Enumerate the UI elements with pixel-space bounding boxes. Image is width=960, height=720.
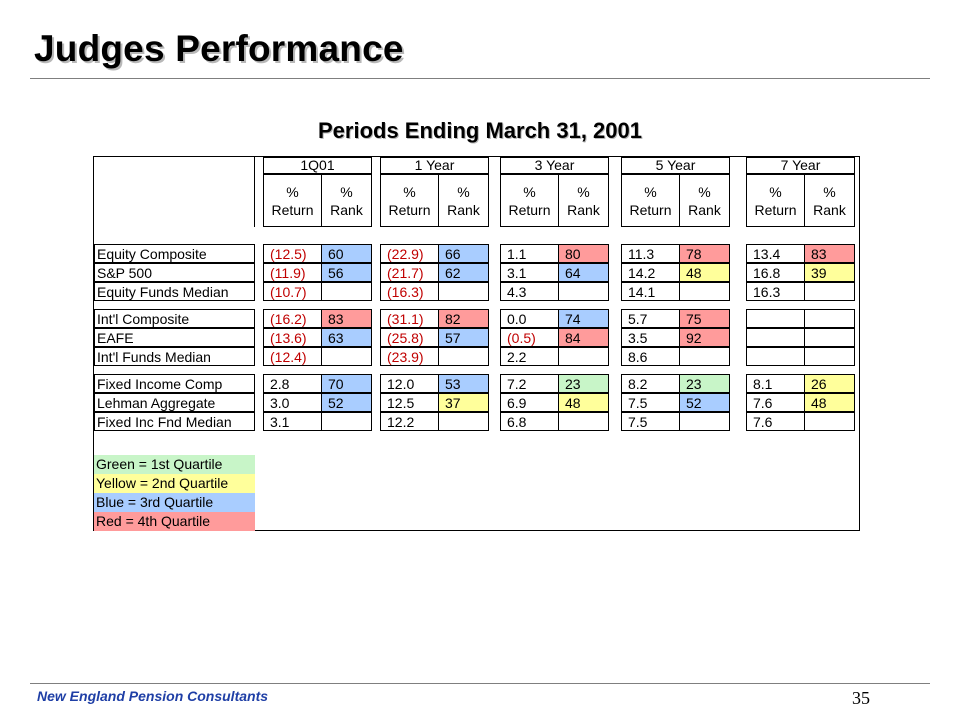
return-cell: 8.6 bbox=[621, 347, 680, 366]
rank-cell bbox=[804, 412, 855, 431]
row-label: Lehman Aggregate bbox=[94, 393, 255, 412]
row-label: Fixed Income Comp bbox=[94, 374, 255, 393]
rank-cell: 23 bbox=[679, 374, 730, 393]
rank-cell: 52 bbox=[321, 393, 372, 412]
rank-cell: 48 bbox=[804, 393, 855, 412]
rank-cell: 62 bbox=[438, 263, 489, 282]
return-cell: 3.5 bbox=[621, 328, 680, 347]
return-cell: (31.1) bbox=[380, 309, 439, 328]
return-cell: 7.5 bbox=[621, 412, 680, 431]
rank-cell: 66 bbox=[438, 244, 489, 263]
return-cell: 3.0 bbox=[263, 393, 322, 412]
rank-cell bbox=[321, 412, 372, 431]
return-cell: 1.1 bbox=[500, 244, 559, 263]
rank-cell: 23 bbox=[558, 374, 609, 393]
return-col-header: % Return bbox=[621, 174, 680, 227]
row-label: Fixed Inc Fnd Median bbox=[94, 412, 255, 431]
return-cell: (12.5) bbox=[263, 244, 322, 263]
rank-col-header: % Rank bbox=[679, 174, 730, 227]
title-divider bbox=[30, 78, 930, 79]
label-header-blank bbox=[93, 157, 255, 227]
return-cell: 11.3 bbox=[621, 244, 680, 263]
legend-item: Blue = 3rd Quartile bbox=[94, 493, 255, 512]
legend-item: Green = 1st Quartile bbox=[94, 455, 255, 474]
footer-divider bbox=[30, 683, 930, 684]
rank-cell: 92 bbox=[679, 328, 730, 347]
return-cell: 2.2 bbox=[500, 347, 559, 366]
rank-cell: 78 bbox=[679, 244, 730, 263]
return-cell: 3.1 bbox=[263, 412, 322, 431]
rank-cell: 39 bbox=[804, 263, 855, 282]
rank-cell: 82 bbox=[438, 309, 489, 328]
rank-cell bbox=[804, 347, 855, 366]
rank-cell bbox=[558, 347, 609, 366]
rank-cell bbox=[438, 412, 489, 431]
return-cell: 16.8 bbox=[746, 263, 805, 282]
rank-cell bbox=[558, 282, 609, 301]
rank-cell: 83 bbox=[804, 244, 855, 263]
return-cell: 14.1 bbox=[621, 282, 680, 301]
rank-cell bbox=[804, 282, 855, 301]
return-cell: (16.3) bbox=[380, 282, 439, 301]
return-cell: 12.0 bbox=[380, 374, 439, 393]
rank-cell: 48 bbox=[679, 263, 730, 282]
return-cell: 14.2 bbox=[621, 263, 680, 282]
return-cell: (10.7) bbox=[263, 282, 322, 301]
rank-cell bbox=[558, 412, 609, 431]
return-cell: 16.3 bbox=[746, 282, 805, 301]
return-cell: 6.9 bbox=[500, 393, 559, 412]
return-col-header: % Return bbox=[500, 174, 559, 227]
row-label: Equity Funds Median bbox=[94, 282, 255, 301]
rank-cell bbox=[679, 412, 730, 431]
return-cell: 4.3 bbox=[500, 282, 559, 301]
row-label: Int'l Composite bbox=[94, 309, 255, 328]
return-cell: (21.7) bbox=[380, 263, 439, 282]
rank-cell bbox=[679, 282, 730, 301]
period-header-0: 1Q01 bbox=[263, 157, 372, 174]
company-name: New England Pension Consultants bbox=[37, 688, 269, 704]
rank-cell: 52 bbox=[679, 393, 730, 412]
rank-cell: 80 bbox=[558, 244, 609, 263]
return-cell: 12.5 bbox=[380, 393, 439, 412]
rank-cell: 60 bbox=[321, 244, 372, 263]
return-cell: 2.8 bbox=[263, 374, 322, 393]
period-header-2: 3 Year bbox=[500, 157, 609, 174]
return-cell bbox=[746, 347, 805, 366]
period-header-3: 5 Year bbox=[621, 157, 730, 174]
period-header-1: 1 Year bbox=[380, 157, 489, 174]
return-cell: 7.5 bbox=[621, 393, 680, 412]
rank-cell bbox=[321, 282, 372, 301]
return-cell: 8.1 bbox=[746, 374, 805, 393]
rank-cell bbox=[804, 309, 855, 328]
return-col-header: % Return bbox=[263, 174, 322, 227]
legend-item: Yellow = 2nd Quartile bbox=[94, 474, 255, 493]
return-cell: 3.1 bbox=[500, 263, 559, 282]
rank-col-header: % Rank bbox=[804, 174, 855, 227]
return-cell: (0.5) bbox=[500, 328, 559, 347]
rank-col-header: % Rank bbox=[558, 174, 609, 227]
rank-cell: 53 bbox=[438, 374, 489, 393]
return-cell: 0.0 bbox=[500, 309, 559, 328]
rank-cell: 84 bbox=[558, 328, 609, 347]
return-cell: 7.6 bbox=[746, 412, 805, 431]
row-label: Int'l Funds Median bbox=[94, 347, 255, 366]
rank-cell: 56 bbox=[321, 263, 372, 282]
return-cell: (16.2) bbox=[263, 309, 322, 328]
rank-col-header: % Rank bbox=[438, 174, 489, 227]
return-cell: (23.9) bbox=[380, 347, 439, 366]
return-cell: (13.6) bbox=[263, 328, 322, 347]
rank-col-header: % Rank bbox=[321, 174, 372, 227]
return-cell bbox=[746, 309, 805, 328]
return-col-header: % Return bbox=[380, 174, 439, 227]
rank-cell: 57 bbox=[438, 328, 489, 347]
return-cell: (22.9) bbox=[380, 244, 439, 263]
return-cell bbox=[746, 328, 805, 347]
table-subtitle: Periods Ending March 31, 2001 bbox=[317, 118, 642, 143]
rank-cell bbox=[321, 347, 372, 366]
legend-item: Red = 4th Quartile bbox=[94, 512, 255, 531]
rank-cell bbox=[679, 347, 730, 366]
page-number: 35 bbox=[852, 688, 870, 708]
row-label: EAFE bbox=[94, 328, 255, 347]
rank-cell: 75 bbox=[679, 309, 730, 328]
rank-cell bbox=[804, 328, 855, 347]
return-cell: 12.2 bbox=[380, 412, 439, 431]
return-cell: 8.2 bbox=[621, 374, 680, 393]
return-cell: 7.2 bbox=[500, 374, 559, 393]
rank-cell: 26 bbox=[804, 374, 855, 393]
slide-title: Judges Performance bbox=[34, 28, 404, 69]
return-cell: 7.6 bbox=[746, 393, 805, 412]
period-header-4: 7 Year bbox=[746, 157, 855, 174]
rank-cell: 37 bbox=[438, 393, 489, 412]
rank-cell: 64 bbox=[558, 263, 609, 282]
return-cell: 5.7 bbox=[621, 309, 680, 328]
return-col-header: % Return bbox=[746, 174, 805, 227]
return-cell: 13.4 bbox=[746, 244, 805, 263]
row-label: Equity Composite bbox=[94, 244, 255, 263]
row-label: S&P 500 bbox=[94, 263, 255, 282]
return-cell: (12.4) bbox=[263, 347, 322, 366]
rank-cell bbox=[438, 347, 489, 366]
rank-cell: 48 bbox=[558, 393, 609, 412]
rank-cell: 83 bbox=[321, 309, 372, 328]
rank-cell bbox=[438, 282, 489, 301]
rank-cell: 63 bbox=[321, 328, 372, 347]
return-cell: (25.8) bbox=[380, 328, 439, 347]
rank-cell: 70 bbox=[321, 374, 372, 393]
return-cell: (11.9) bbox=[263, 263, 322, 282]
rank-cell: 74 bbox=[558, 309, 609, 328]
return-cell: 6.8 bbox=[500, 412, 559, 431]
